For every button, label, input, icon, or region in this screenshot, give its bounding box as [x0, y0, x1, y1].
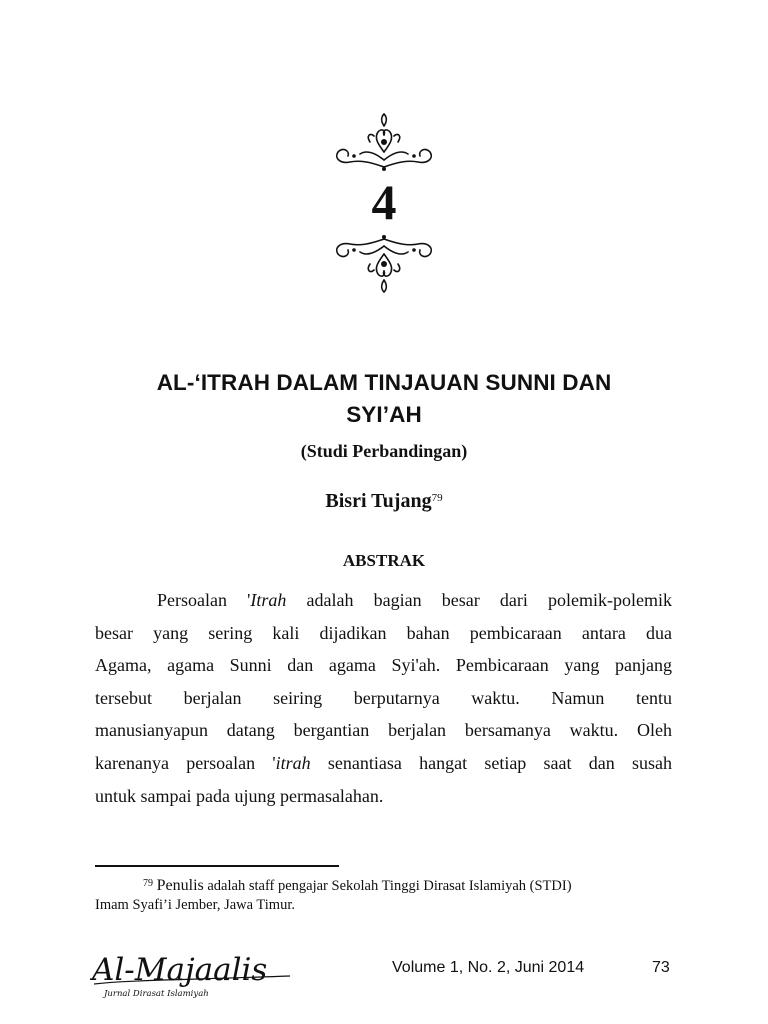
footnote: [95, 876, 695, 915]
footnote-line-1: [95, 876, 695, 896]
abstract-line: Agama, agama Sunni dan agama Syi'ah. Pembicaraan yang panjang: [95, 655, 672, 676]
article-title-line-1: AL-‘ITRAH DALAM TINJAUAN SUNNI DAN: [156, 370, 612, 395]
italic-term: itrah: [275, 752, 311, 773]
abstract-line: Persoalan 'Itrah adalah bagian besar dari polemik-polemik: [157, 590, 672, 610]
footnote-line-2: Imam Syafi’i Jember, Jawa Timur.: [95, 897, 295, 913]
abstract-line: untuk sampai pada ujung permasalahan.: [95, 785, 384, 806]
chapter-number: 4: [371, 174, 397, 230]
footnote-divider: [95, 865, 339, 867]
journal-volume-info: Volume 1, No. 2, Juni 2014: [392, 959, 585, 976]
author-footnote-mark: 79: [431, 492, 443, 504]
footnote-text: adalah staff pengajar Sekolah Tinggi Dirasat Islamiyah (STDI): [203, 878, 572, 894]
author-name: Bisri Tujang: [325, 490, 432, 512]
abstract-body: [95, 584, 672, 812]
abstract-line: besar yang sering kali dijadikan bahan pembicaraan antara dua: [95, 622, 672, 643]
article-title-line-2: SYI’AH: [346, 402, 422, 427]
article-subtitle: (Studi Perbandingan): [300, 441, 468, 461]
abstract-line: tersebut berjalan seiring berputarnya waktu. Namun tentu: [95, 687, 672, 708]
italic-term: Itrah: [250, 590, 287, 610]
abstract-heading: ABSTRAK: [342, 551, 426, 570]
logo-text: Al-Majaalis: [92, 952, 268, 988]
logo-subtext: Jurnal Dirasat Islamiyah: [104, 989, 209, 999]
ornament-bottom-icon: [330, 232, 438, 294]
author-line: [0, 488, 768, 514]
page-number: 73: [652, 959, 670, 976]
abstract-line: manusianyapun datang bergantian berjalan bersamanya waktu. Oleh: [95, 720, 672, 741]
abstract-line: karenanya persoalan 'itrah senantiasa hangat setiap saat dan susah: [95, 752, 672, 773]
footnote-mark: 79: [143, 878, 153, 889]
ornament-top-icon: [330, 112, 438, 174]
journal-logo: [90, 946, 295, 1004]
article-title: [110, 367, 658, 431]
footnote-lead: Penulis: [156, 877, 204, 894]
